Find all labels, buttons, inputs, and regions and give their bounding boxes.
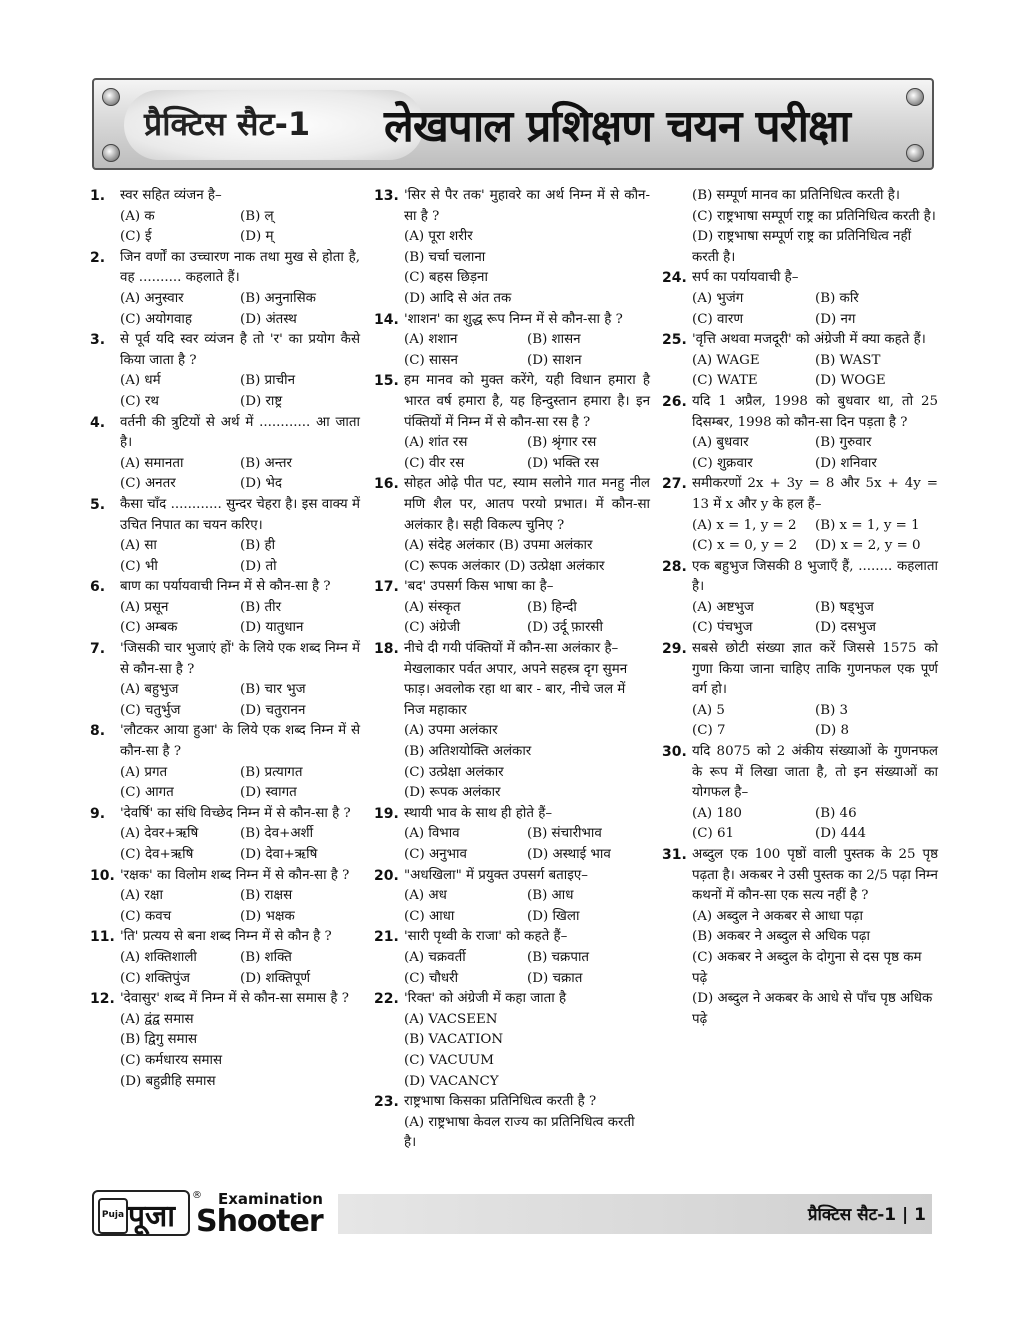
question — [374, 804, 650, 825]
option: (D) तो — [240, 558, 277, 574]
option: (C) VACUUM — [404, 1052, 494, 1068]
option: (B) चक्रपात — [527, 949, 590, 965]
option-list — [374, 721, 650, 803]
option: (B) प्राचीन — [240, 373, 296, 389]
option: (A) शांत रस — [404, 435, 468, 451]
question-text: अब्दुल एक 100 पृष्ठों वाली पुस्तक के 25 पृष्ठ पढ़ता है। अकबर ने उसी पुस्तक का 2/5 पढ़ा निम्न कथनों में कौन-सा एक सत्य नहीं है ? — [692, 847, 938, 904]
option: (C) कर्मधारय समास — [120, 1052, 223, 1068]
option: (C) राष्ट्रभाषा सम्पूर्ण राष्ट्र का प्रतिनिधित्व करती है। — [692, 208, 936, 224]
option: (B) 46 — [815, 805, 857, 821]
option: (A) शशान — [404, 332, 458, 348]
question-text: सोहत ओढ़े पीत पट, स्याम सलोने गात मनहु नील मणि शैल पर, आतप परयो प्रभात। में कौन-सा अलंकार है। सही विकल्प चुनिए ? — [404, 476, 650, 533]
question-number: 24. — [662, 270, 687, 287]
option: (B) WAST — [815, 352, 881, 368]
question — [90, 989, 360, 1010]
option: (A) रक्षा — [120, 888, 163, 904]
question-item — [662, 742, 938, 845]
option: (C) आधा — [404, 908, 455, 924]
question-text: 'ति' प्रत्यय से बना शब्द निम्न में से कौन है ? — [120, 929, 332, 945]
option-grid — [90, 824, 360, 865]
set-label: प्रैक्टिस सैट-1 — [144, 105, 311, 143]
question-number: 16. — [374, 476, 399, 493]
option: (D) नग — [815, 311, 856, 327]
option: (B) चर्चा चलाना — [404, 249, 486, 265]
option: (B) शासन — [527, 332, 581, 348]
question-number: 30. — [662, 744, 687, 761]
question-text: 'बद' उपसर्ग किस भाषा का है– — [404, 579, 554, 595]
option: (C) ई — [120, 229, 152, 245]
question — [90, 495, 360, 536]
option: (C) अंग्रेजी — [404, 620, 461, 636]
option: (C) रूपक अलंकार (D) उत्प्रेक्षा अलंकार — [404, 558, 605, 574]
question-text: 'सारी पृथ्वी के राजा' को कहते हैं– — [404, 929, 568, 945]
question-text: 'वृत्ति अथवा मजदूरी' को अंग्रेजी में क्या कहते हैं। — [692, 332, 926, 348]
question — [90, 721, 360, 762]
question-number: 5. — [90, 496, 106, 513]
question-column-2 — [374, 186, 650, 1154]
question-item — [662, 639, 938, 742]
option: (C) x = 0, y = 2 — [692, 538, 798, 554]
option-list — [374, 227, 650, 309]
option: (A) शक्तिशाली — [120, 949, 197, 965]
question — [90, 248, 360, 289]
question-item — [374, 989, 650, 1092]
question-item — [662, 474, 938, 556]
question — [374, 639, 650, 660]
question-text: "अधखिला" में प्रयुक्त उपसर्ग बताइए– — [404, 867, 588, 883]
option: (C) WATE — [692, 373, 758, 389]
option: (C) अयोगवाह — [120, 311, 192, 327]
option: (B) 3 — [815, 702, 849, 718]
question-text: से पूर्व यदि स्वर व्यंजन है तो 'र' का प्रयोग कैसे किया जाता है ? — [120, 332, 360, 368]
question-text: 'सिर से पैर तक' मुहावरे का अर्थ निम्न में से कौन-सा है ? — [404, 188, 650, 224]
option: (D) 8 — [815, 723, 849, 739]
option: (D) बहुव्रीहि समास — [120, 1073, 216, 1089]
option: (C) उत्प्रेक्षा अलंकार — [404, 764, 504, 780]
question-text: 'देवासुर' शब्द में निम्न में से कौन-सा समास है ? — [120, 991, 349, 1007]
question-number: 28. — [662, 558, 687, 575]
question-number: 14. — [374, 311, 399, 328]
question — [374, 989, 650, 1010]
option-grid — [662, 804, 938, 845]
question-number: 18. — [374, 641, 399, 658]
option: (B) प्रत्यागत — [240, 764, 303, 780]
question — [374, 866, 650, 887]
option: (D) भेद — [240, 476, 282, 492]
option: (A) बहुभुज — [120, 682, 179, 698]
option-grid — [90, 207, 360, 248]
option: (C) पंचभुज — [692, 620, 753, 636]
option: (D) म् — [240, 229, 274, 245]
option-list — [374, 1010, 650, 1092]
question-item — [90, 927, 360, 989]
question-number: 27. — [662, 476, 687, 493]
option: (B) सम्पूर्ण मानव का प्रतिनिधित्व करती है। — [692, 188, 900, 203]
question-item — [662, 557, 938, 639]
option: (D) भक्षक — [240, 908, 295, 924]
screw-icon — [906, 144, 924, 162]
option: (A) पूरा शरीर — [404, 229, 473, 245]
option: (A) अष्टभुज — [692, 599, 754, 615]
question-text: हम मानव को मुक्त करेंगे, यही विधान हमारा है भारत वर्ष हमारा है, यह हिन्दुस्तान हमारा है। इन पंक्तियों में निम्न में से कौन-सा रस है ? — [404, 373, 650, 430]
option-grid — [662, 598, 938, 639]
option-grid — [90, 886, 360, 927]
option: (D) चतुरानन — [240, 702, 306, 718]
question-item — [374, 804, 650, 866]
question — [374, 371, 650, 433]
option: (D) दसभुज — [815, 620, 876, 636]
option: (C) शक्तिपुंज — [120, 970, 190, 986]
option-grid — [374, 330, 650, 371]
option: (D) x = 2, y = 0 — [815, 538, 921, 554]
q23-continued-options — [662, 186, 938, 268]
option: (A) राष्ट्रभाषा केवल राज्य का प्रतिनिधित्व करती है। — [404, 1114, 635, 1151]
option: (A) सा — [120, 538, 157, 554]
option: (C) रथ — [120, 393, 159, 409]
option: (D) राष्ट्रभाषा सम्पूर्ण राष्ट्र का प्रतिनिधित्व नहीं करती है। — [692, 229, 912, 265]
series-logo — [196, 1190, 336, 1238]
option: (B) अतिशयोक्ति अलंकार — [404, 744, 532, 760]
question-number: 29. — [662, 641, 687, 658]
question-text: नीचे दी गयी पंक्तियों में कौन-सा अलंकार है– — [404, 641, 619, 657]
option: (C) 7 — [692, 723, 726, 739]
option: (D) अंतस्थ — [240, 311, 297, 327]
question-item — [374, 639, 650, 804]
option: (B) ही — [240, 538, 276, 554]
question-text: वर्तनी की त्रुटियों से अर्थ में ............ आ जाता है। — [120, 414, 360, 451]
question-number: 22. — [374, 991, 399, 1008]
option: (D) रूपक अलंकार — [404, 785, 501, 801]
option: (C) अकबर ने अब्दुल के दोगुना से दस पृष्ठ कम पढ़े — [692, 949, 922, 986]
option: (C) अनुभाव — [404, 847, 467, 862]
question-number: 21. — [374, 929, 399, 946]
question-number: 8. — [90, 723, 106, 740]
option: (B) गुरुवार — [815, 435, 872, 451]
question-text: 'देवर्षि' का संधि विच्छेद निम्न में से कौन-सा है ? — [120, 805, 351, 821]
question-number: 2. — [90, 249, 106, 266]
series-logo-line1: Examination — [218, 1190, 323, 1208]
option: (B) करि — [815, 290, 859, 306]
option-grid — [90, 598, 360, 639]
question — [90, 186, 360, 207]
option-grid — [374, 824, 650, 865]
option-grid — [90, 680, 360, 721]
question-number: 19. — [374, 805, 399, 822]
question-passage: मेखलाकार पर्वत अपार, अपने सहस्त्र दृग सुमन फाड़। अवलोक रहा था बार - बार, नीचे जल में निज महाकार — [404, 661, 628, 718]
option: (B) x = 1, y = 1 — [815, 517, 920, 533]
question-number: 23. — [374, 1094, 399, 1111]
question-item — [90, 413, 360, 495]
option: (A) उपमा अलंकार — [404, 723, 498, 739]
question — [662, 392, 938, 433]
question — [374, 186, 650, 227]
option: (A) VACSEEN — [404, 1011, 498, 1027]
question-text: राष्ट्रभाषा किसका प्रतिनिधित्व करती है ? — [404, 1094, 597, 1110]
question-list — [662, 268, 938, 1030]
option: (B) देव+अर्शी — [240, 826, 314, 842]
question-item — [374, 371, 650, 474]
option: (B) चार भुज — [240, 682, 306, 698]
option: (A) प्रगत — [120, 764, 168, 780]
option: (C) बहस छिड़ना — [404, 270, 488, 286]
question — [374, 474, 650, 536]
question-number: 7. — [90, 641, 106, 658]
logo-brand: पूजा — [128, 1199, 176, 1234]
question — [90, 330, 360, 371]
question — [90, 866, 360, 887]
question — [662, 474, 938, 515]
question-item — [374, 927, 650, 989]
option: (A) देवर+ऋषि — [120, 826, 199, 842]
option: (D) स्वागत — [240, 785, 297, 801]
option: (B) अनुनासिक — [240, 290, 316, 306]
question — [662, 845, 938, 907]
option-grid — [662, 701, 938, 742]
question — [374, 1092, 650, 1113]
option: (C) 61 — [692, 826, 734, 842]
question — [90, 413, 360, 454]
question-item — [90, 495, 360, 577]
option: (D) अस्थाई भाव — [527, 847, 611, 862]
question-item — [374, 1092, 650, 1154]
question-item — [374, 866, 650, 928]
series-logo-line2: Shooter — [196, 1204, 323, 1239]
question-number: 9. — [90, 805, 106, 822]
option: (A) अध — [404, 888, 447, 904]
option: (C) अनतर — [120, 476, 176, 492]
question-text: यदि 8075 को 2 अंकीय संख्याओं के गुणनफल के रूप में लिखा जाता है, तो इन संख्याओं का योगफल है– — [692, 744, 938, 801]
page-number: प्रैक्टिस सैट-1 | 1 — [807, 1205, 926, 1225]
option: (C) शुक्रवार — [692, 455, 753, 471]
question-item — [374, 186, 650, 310]
option: (A) 180 — [692, 805, 742, 821]
option: (D) भक्ति रस — [527, 455, 599, 471]
option-grid — [374, 948, 650, 989]
question-item — [662, 330, 938, 392]
option: (D) देवा+ऋषि — [240, 847, 318, 862]
option: (A) द्वंद्व समास — [120, 1011, 194, 1027]
option: (C) वीर रस — [404, 455, 465, 471]
option: (A) 5 — [692, 702, 725, 718]
screw-icon — [906, 88, 924, 106]
question-text: 'शाशन' का शुद्ध रूप निम्न में से कौन-सा है ? — [404, 311, 623, 327]
question-text: 'लौटकर आया हुआ' के लिये एक शब्द निम्न में से कौन-सा है ? — [120, 723, 360, 760]
question-number: 1. — [90, 188, 106, 204]
option: (A) संस्कृत — [404, 599, 461, 615]
registered-mark: ® — [192, 1190, 202, 1201]
option: (A) धर्म — [120, 373, 161, 389]
option: (D) VACANCY — [404, 1073, 499, 1089]
option: (D) 444 — [815, 826, 866, 842]
question-number: 6. — [90, 579, 106, 596]
question — [374, 577, 650, 598]
option: (B) श्रृंगार रस — [527, 435, 597, 451]
option-grid — [90, 763, 360, 804]
option-grid — [374, 886, 650, 927]
option: (B) षड्भुज — [815, 599, 874, 615]
question — [662, 742, 938, 804]
page-title: लेखपाल प्रशिक्षण चयन परीक्षा — [384, 101, 850, 152]
option: (D) चक्रात — [527, 970, 583, 986]
option: (C) कवच — [120, 908, 172, 924]
option: (B) अन्तर — [240, 455, 293, 471]
question-number: 11. — [90, 929, 115, 946]
question-text: जिन वर्णों का उच्चारण नाक तथा मुख से होता है, वह .......... कहलाते हैं। — [120, 249, 360, 286]
option: (B) राक्षस — [240, 888, 293, 904]
question-column-3 — [662, 186, 938, 1030]
option: (A) विभाव — [404, 826, 460, 842]
option: (B) तीर — [240, 599, 282, 615]
question-item — [662, 268, 938, 330]
option: (B) संचारीभाव — [527, 826, 602, 842]
question — [662, 639, 938, 701]
option-grid — [90, 289, 360, 330]
option: (A) चक्रवर्ती — [404, 949, 466, 965]
option-grid — [90, 454, 360, 495]
question-item — [662, 845, 938, 1030]
question-number: 20. — [374, 867, 399, 884]
screw-icon — [102, 88, 120, 106]
question-text: सर्प का पर्यायवाची है– — [692, 270, 799, 286]
question-item — [90, 866, 360, 928]
question-item — [90, 186, 360, 248]
question — [662, 557, 938, 598]
question-text: स्वर सहित व्यंजन है– — [120, 188, 222, 203]
question-item — [90, 248, 360, 330]
question-text: बाण का पर्यायवाची निम्न में से कौन-सा है ? — [120, 579, 331, 595]
option: (D) खिला — [527, 908, 580, 924]
option: (D) साशन — [527, 352, 582, 368]
question-number: 17. — [374, 579, 399, 596]
option: (A) प्रसून — [120, 599, 169, 615]
question-number: 3. — [90, 332, 106, 349]
option: (A) अब्दुल ने अकबर से आधा पढ़ा — [692, 908, 863, 924]
screw-icon — [102, 144, 120, 162]
option: (B) VACATION — [404, 1032, 504, 1048]
option: (A) x = 1, y = 2 — [692, 517, 797, 533]
option: (A) क — [120, 208, 155, 224]
option: (D) शनिवार — [815, 455, 877, 471]
option: (C) चौधरी — [404, 970, 459, 986]
question — [662, 330, 938, 351]
option-grid — [662, 289, 938, 330]
option: (D) उर्दू फ़ारसी — [527, 620, 603, 636]
option-list — [374, 536, 650, 577]
question-item — [90, 639, 360, 721]
question-item — [90, 804, 360, 866]
option: (D) अब्दुल ने अकबर के आधे से पाँच पृष्ठ अधिक पढ़े — [692, 991, 933, 1027]
option: (A) अनुस्वार — [120, 290, 184, 306]
question — [90, 804, 360, 825]
option: (B) हिन्दी — [527, 599, 577, 615]
question-item — [662, 392, 938, 474]
option-grid — [90, 948, 360, 989]
question — [374, 310, 650, 331]
question-item — [90, 330, 360, 412]
option: (D) यातुधान — [240, 620, 304, 636]
logo-badge: Puja — [98, 1198, 128, 1234]
option-grid — [662, 351, 938, 392]
question-text: 'जिसकी चार भुजाएं हों' के लिये एक शब्द निम्न में से कौन-सा है ? — [120, 641, 360, 677]
option-list — [90, 1010, 360, 1092]
question-number: 12. — [90, 991, 115, 1008]
option: (B) अकबर ने अब्दुल से अधिक पढ़ा — [692, 929, 870, 945]
option-grid — [90, 536, 360, 577]
question-text: कैसा चाँद ............ सुन्दर चेहरा है। इस वाक्य में उचित निपात का चयन करिए। — [120, 496, 360, 533]
question-item — [374, 577, 650, 639]
option: (A) समानता — [120, 455, 184, 471]
option: (C) आगत — [120, 785, 174, 801]
question — [90, 577, 360, 598]
option: (A) बुधवार — [692, 435, 749, 451]
option: (C) वारण — [692, 311, 744, 327]
question — [374, 927, 650, 948]
option: (B) ल् — [240, 208, 274, 224]
option: (D) आदि से अंत तक — [404, 290, 512, 306]
option: (C) अम्बक — [120, 620, 178, 636]
option: (B) आध — [527, 888, 574, 904]
option-grid — [90, 371, 360, 412]
question-text: समीकरणों 2x + 3y = 8 और 5x + 4y = 13 में x और y के हल हैं– — [692, 476, 938, 512]
option: (C) सासन — [404, 352, 458, 368]
option: (C) चतुर्भुज — [120, 702, 181, 718]
option: (C) भी — [120, 558, 158, 574]
option: (D) शक्तिपूर्ण — [240, 970, 311, 986]
question-number: 31. — [662, 847, 687, 863]
question-number: 10. — [90, 867, 115, 884]
question-text: स्थायी भाव के साथ ही होते हैं– — [404, 805, 553, 821]
option: (A) संदेह अलंकार (B) उपमा अलंकार — [404, 538, 593, 554]
question-number: 15. — [374, 373, 399, 390]
publisher-logo — [92, 1190, 202, 1236]
question-number: 4. — [90, 414, 106, 431]
option-list — [662, 907, 938, 1031]
header-banner — [92, 78, 934, 170]
question-text: सबसे छोटी संख्या ज्ञात करें जिससे 1575 को गुणा किया जाना चाहिए ताकि गुणनफल एक पूर्ण वर्ग हो। — [692, 641, 938, 698]
question-item — [90, 577, 360, 639]
option: (D) WOGE — [815, 373, 886, 389]
footer — [92, 1190, 932, 1238]
question-number: 26. — [662, 393, 687, 410]
question-text: 'रक्षक' का विलोम शब्द निम्न में से कौन-सा है ? — [120, 867, 350, 883]
option: (C) देव+ऋषि — [120, 847, 194, 862]
option-list — [374, 1113, 650, 1154]
question — [90, 639, 360, 680]
question — [662, 268, 938, 289]
question — [90, 927, 360, 948]
option-grid — [662, 433, 938, 474]
question-text: यदि 1 अप्रैल, 1998 को बुधवार था, तो 25 दिसम्बर, 1998 को कौन-सा दिन पड़ता है ? — [692, 393, 938, 430]
question-item — [90, 989, 360, 1092]
question-item — [374, 310, 650, 372]
question-column-1 — [90, 186, 360, 1092]
question-item — [374, 474, 650, 577]
option-grid — [374, 433, 650, 474]
option-grid — [662, 516, 938, 557]
option: (B) शक्ति — [240, 949, 292, 965]
question-item — [90, 721, 360, 803]
question-number: 13. — [374, 188, 399, 204]
question-text: एक बहुभुज जिसकी 8 भुजाएँ हैं, ........ कहलाता है। — [692, 558, 938, 595]
option: (A) भुजंग — [692, 290, 744, 306]
option-grid — [374, 598, 650, 639]
option: (D) राष्ट्र — [240, 393, 283, 409]
option: (B) द्विगु समास — [120, 1032, 198, 1048]
question-text: 'रिक्त' को अंग्रेजी में कहा जाता है — [404, 991, 567, 1007]
option: (A) WAGE — [692, 352, 760, 368]
question-number: 25. — [662, 332, 687, 349]
